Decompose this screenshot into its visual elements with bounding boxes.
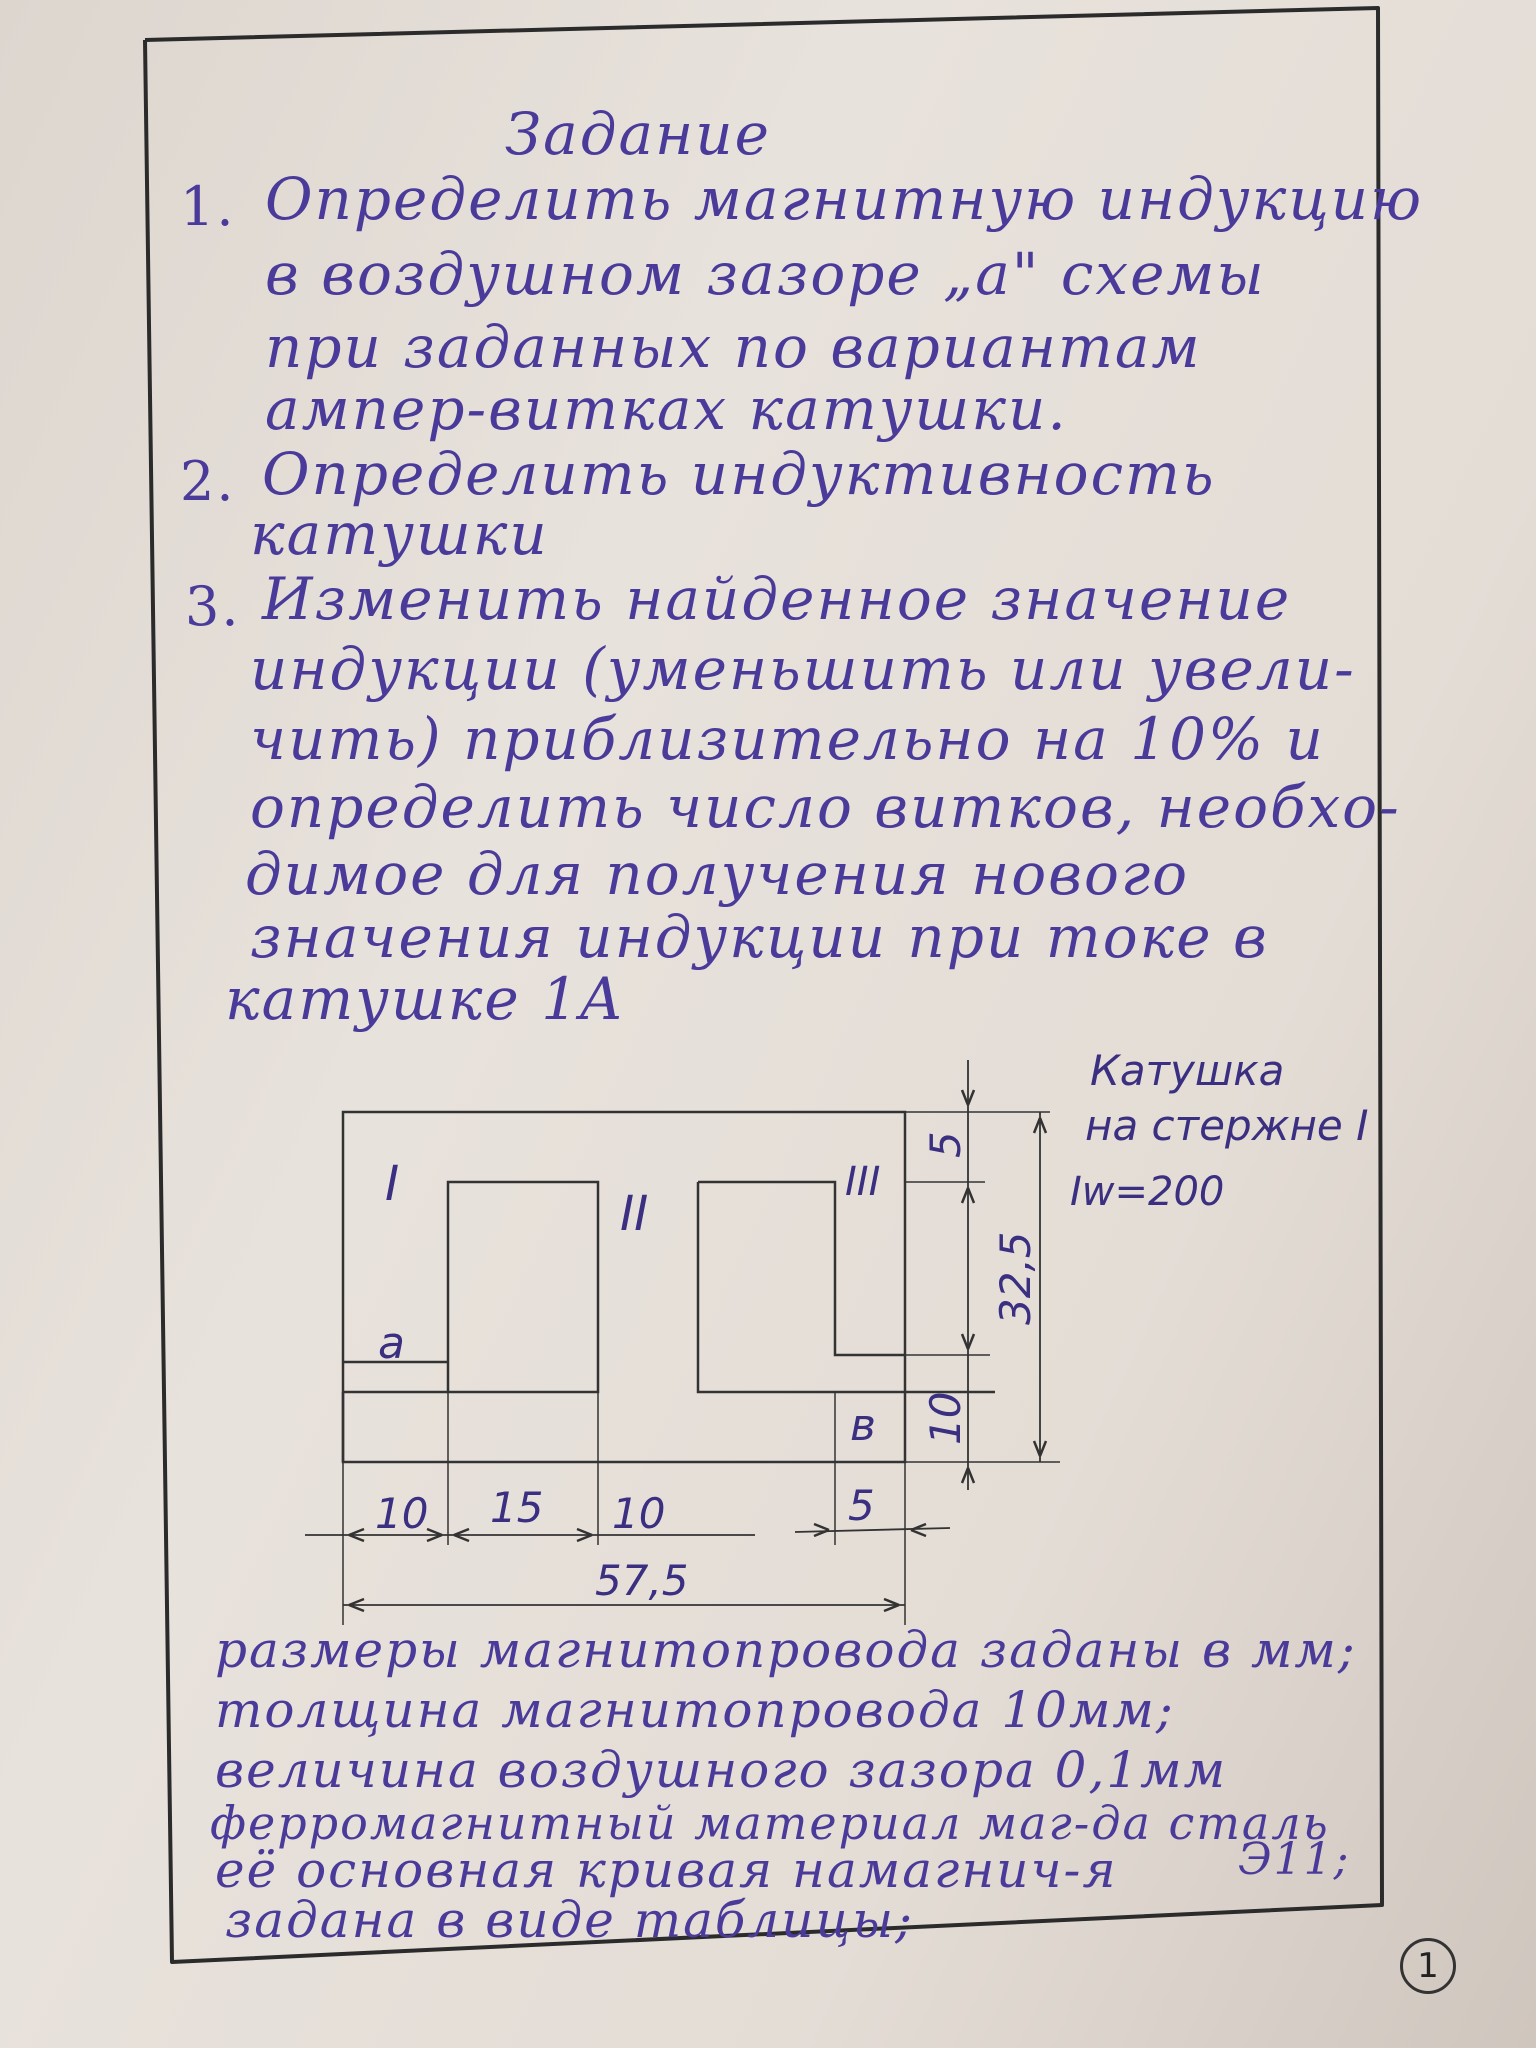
note-line-2: толщина магнитопровода 10мм; — [215, 1681, 1175, 1739]
task-3-line-2: индукции (уменьшить или увели- — [250, 635, 1356, 703]
note-line-6: задана в виде таблицы; — [225, 1891, 914, 1949]
dim-height: 32,5 — [991, 1231, 1040, 1325]
page-title: Задание — [505, 100, 771, 168]
rod-label-3: III — [845, 1159, 881, 1205]
coil-note-line-2: на стержне I — [1085, 1101, 1369, 1150]
dim-w3: 10 — [612, 1489, 666, 1538]
task-3-line-1: Изменить найденное значение — [262, 565, 1292, 633]
dim-w4: 5 — [848, 1481, 875, 1530]
note-line-1: размеры магнитопровода заданы в мм; — [215, 1621, 1357, 1679]
dim-w2: 15 — [490, 1483, 544, 1532]
task-2-number: 2. — [180, 450, 236, 513]
task-2-line-2: катушки — [250, 500, 549, 568]
point-label: в — [850, 1400, 876, 1451]
task-3-line-3: чить) приблизительно на 10% и — [250, 705, 1325, 773]
coil-value: Iw=200 — [1070, 1169, 1225, 1215]
note-line-5: её основная кривая намагнич-я — [215, 1841, 1118, 1899]
task-1-number: 1. — [180, 175, 236, 238]
task-3-number: 3. — [185, 575, 241, 638]
task-2-line-1: Определить индуктивность — [262, 440, 1216, 508]
page-number: 1 — [1400, 1938, 1456, 1994]
dim-total: 57,5 — [595, 1556, 689, 1605]
task-1-line-4: ампер-витках катушки. — [265, 375, 1068, 443]
task-1-line-1: Определить магнитную индукцию — [265, 165, 1424, 233]
dim-w1: 10 — [375, 1489, 429, 1538]
material-grade: Э11; — [1238, 1834, 1351, 1885]
coil-note-line-1: Катушка — [1090, 1046, 1285, 1095]
task-1-line-3: при заданных по вариантам — [265, 313, 1202, 381]
dim-top: 5 — [921, 1131, 970, 1158]
note-line-3: величина воздушного зазора 0,1мм — [215, 1741, 1228, 1799]
task-1-line-2: в воздушном зазоре „a" схемы — [265, 240, 1266, 308]
task-3-line-6: значения индукции при токе в — [250, 903, 1269, 971]
rod-label-2: II — [620, 1186, 649, 1242]
gap-label: a — [378, 1318, 405, 1369]
task-3-line-5: димое для получения нового — [245, 840, 1190, 908]
task-3-line-4: определить число витков, необхо- — [250, 773, 1401, 841]
task-3-line-7: катушке 1A — [225, 965, 624, 1033]
dim-bottom: 10 — [921, 1391, 970, 1445]
rod-label-1: I — [385, 1156, 400, 1212]
note-line-4: ферромагнитный материал маг-да сталь — [210, 1796, 1330, 1850]
